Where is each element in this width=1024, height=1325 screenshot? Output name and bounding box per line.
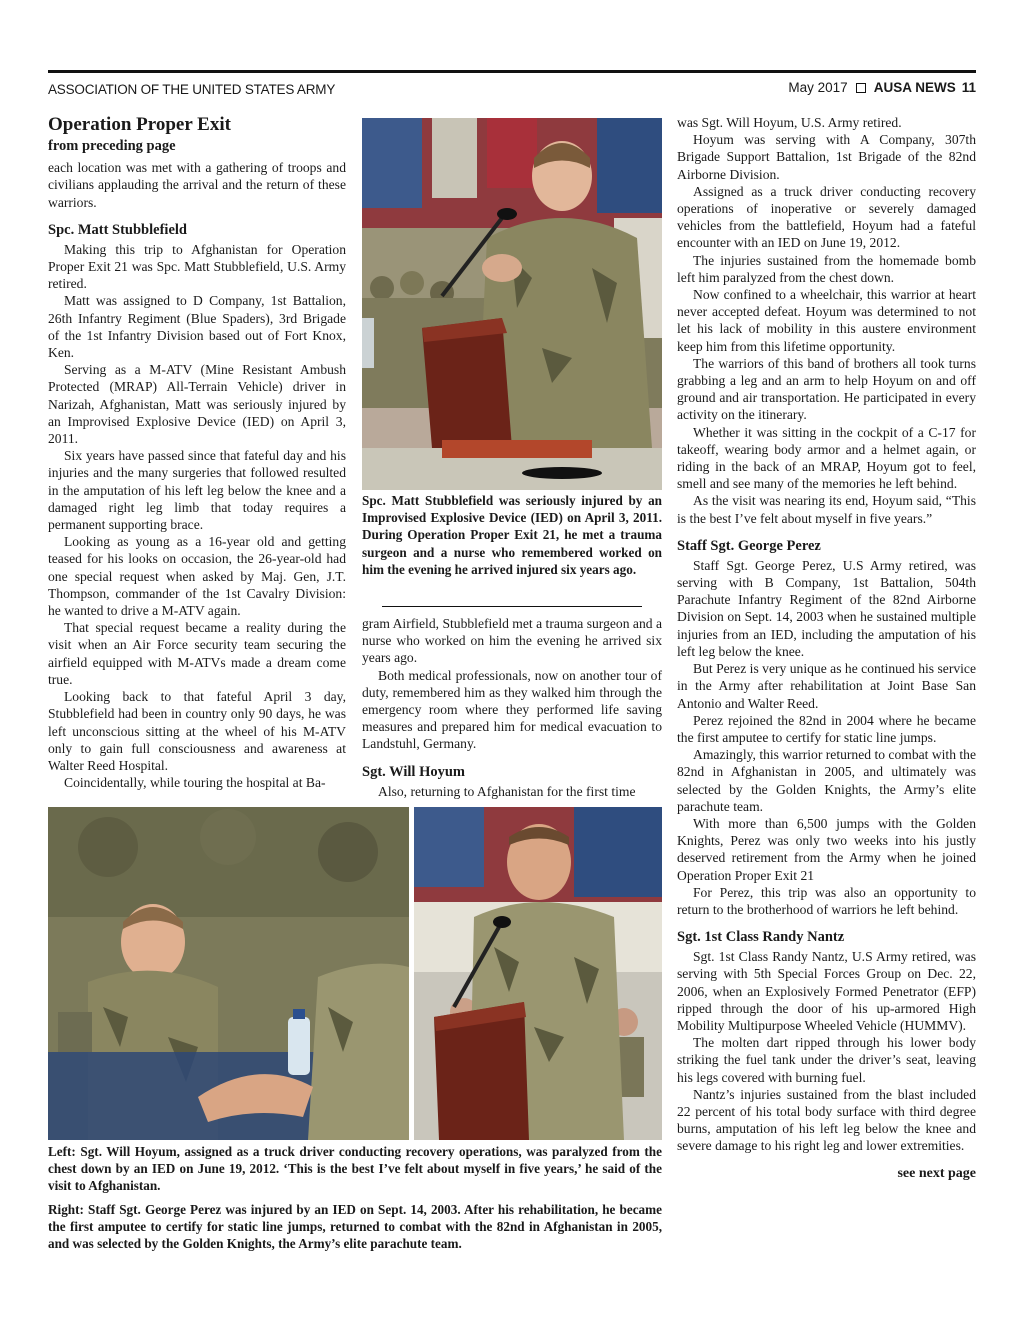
caption-stubblefield: Spc. Matt Stubblefield was seriously injured by an Improvised Explosive Device (IED) on April 3, 2011. During Operation Proper Exit 21, he met a trauma surgeon and a nurse who remembered worked on him the evening he arrived injured six years ago. xyxy=(362,493,662,577)
paragraph: Perez rejoined the 82nd in 2004 where he became the first amputee to certify for static line jumps. xyxy=(677,712,976,745)
paragraph: Nantz’s injuries sustained from the blast included 22 percent of his total body surface with third degree burns, amputation of his left leg below the knee and severe damage to his right leg and lower extremities. xyxy=(677,1086,976,1154)
paragraph: Matt was assigned to D Company, 1st Battalion, 26th Infantry Regiment (Blue Spaders), 3rd Brigade of the 1st Infantry Division based out of Fort Knox, Ken. xyxy=(48,293,346,361)
section-heading-hoyum: Sgt. Will Hoyum xyxy=(362,763,466,780)
paragraph: Amazingly, this warrior returned to combat with the 82nd in Afghanistan in 2005, and ultimately was selected by the Golden Knights, the Army’s elite parachute team. xyxy=(677,747,976,814)
paragraph: The molten dart ripped through his lower body striking the fuel tank under the driver’s seat, leaving his legs covered with burning fuel. xyxy=(677,1035,976,1085)
section-heading-nantz: Sgt. 1st Class Randy Nantz xyxy=(677,929,845,946)
paragraph: Now confined to a wheelchair, this warrior at heart never accepted defeat. Hoyum was determined to not let his lack of mobility in this austere environment keep him from this lifetime opportunity. xyxy=(677,287,976,354)
paragraph: Staff Sgt. George Perez, U.S Army retired, was serving with B Company, 1st Battalion, 504th Parachute Infantry Regiment of the 82nd Airborne Division on Sept. 14, 2003 when he sustained multiple injuries from an IED, including the amputation of his left leg below the knee. xyxy=(677,557,976,659)
article-intro: each location was met with a gathering of troops and civilians applauding the arrival and the return of these warriors. xyxy=(48,160,346,210)
paragraph: With more than 6,500 jumps with the Golden Knights, Perez was only two weeks into his justly deserved retirement from the Army when he joined Operation Proper Exit 21 xyxy=(677,815,976,883)
caption-bottom-left: Left: Sgt. Will Hoyum, assigned as a truck driver conducting recovery operations, was paralyzed from the chest down by an IED on June 19, 2012. ‘This is the best I’ve felt about myself in five years,’ he said of the visit to Afghanistan. xyxy=(48,1144,662,1194)
paragraph: gram Airfield, Stubblefield met a trauma surgeon and a nurse who worked on him the evening he arrived six years ago. xyxy=(362,616,662,666)
photo-perez-speaking xyxy=(414,807,662,1140)
see-next-page: see next page xyxy=(897,1165,976,1181)
paragraph: Looking as young as a 16-year old and getting teased for his looks on occasion, the 26-year-old had one special request when asked by Maj. Gen, J.T. Thompson, commander of the 1st Cavalry Division: he wanted to drive a M-ATV again. xyxy=(48,534,346,619)
paragraph: Assigned as a truck driver conducting recovery operations of inoperative or severely damaged vehicles from the battlefield, Hoyum had a fateful encounter with an IED on June 19, 2012. xyxy=(677,183,976,251)
section-heading-perez: Staff Sgt. George Perez xyxy=(677,537,821,554)
paragraph: Both medical professionals, now on another tour of duty, remembered him as they walked him through the emergency room where they performed life saving measures and prepared him for medical evacuation to Landstuhl, Germany. xyxy=(362,667,662,752)
header-publisher: ASSOCIATION OF THE UNITED STATES ARMY xyxy=(48,82,336,97)
header-right xyxy=(788,80,976,95)
photo-stubblefield-speaking xyxy=(362,118,662,490)
caption-bottom-right: Right: Staff Sgt. George Perez was injured by an IED on Sept. 14, 2003. After his rehabilitation, he became the first amputee to certify for static line jumps, returned to combat with the 82nd in Afghanistan in 2005, and was selected by the Golden Knights, the Army’s elite parachute team. xyxy=(48,1202,662,1252)
photo-hoyum-handshake xyxy=(48,807,409,1140)
column-right xyxy=(677,114,976,1182)
paragraph: Hoyum was serving with A Company, 307th Brigade Support Battalion, 1st Brigade of the 82nd Airborne Division. xyxy=(677,132,976,182)
column-middle xyxy=(362,598,662,800)
paragraph: That special request became a reality during the visit when an Air Force security team securing the airfield equipped with M-ATVs made a dream come true. xyxy=(48,620,346,687)
paragraph: Coincidentally, while touring the hospital at Ba- xyxy=(64,775,326,791)
header-date: May 2017 xyxy=(788,80,848,95)
paragraph: was Sgt. Will Hoyum, U.S. Army retired. xyxy=(677,115,902,130)
paragraph: Looking back to that fateful April 3 day, Stubblefield had been in country only 90 days, he was left unconscious sitting at the wheel of his M-ATV only to gain full consciousness and awareness at Walter Reed Hospital. xyxy=(48,689,346,773)
photo-hoyum-graphic xyxy=(48,807,409,1140)
paragraph: For Perez, this trip was also an opportunity to return to the brotherhood of warriors he left behind. xyxy=(677,884,976,917)
section-heading-stubblefield: Spc. Matt Stubblefield xyxy=(48,221,187,238)
paragraph: But Perez is very unique as he continued his service in the Army after rehabilitation at Joint Base San Antonio and Walter Reed. xyxy=(677,661,976,711)
paragraph: Sgt. 1st Class Randy Nantz, U.S Army retired, was serving with 5th Special Forces Group on Dec. 22, 2006, when an Explosively Formed Penetrator (EFP) ripped through the door of his up-armored High Mobility Multipurpose Wheeled Vehicle (HUMMV). xyxy=(677,949,976,1033)
header-page-number: 11 xyxy=(961,80,976,95)
paragraph: Also, returning to Afghanistan for the first time xyxy=(378,783,636,799)
checkbox-bullet-icon xyxy=(856,83,866,93)
paragraph: Whether it was sitting in the cockpit of a C-17 for takeoff, wearing body armor and a helmet again, or riding in the back of an MRAP, Hoyum got to feel, smell and see many of the memories he left behind. xyxy=(677,424,976,492)
caption-divider xyxy=(382,606,642,607)
header-publication: AUSA NEWS xyxy=(873,80,956,95)
paragraph: Making this trip to Afghanistan for Operation Proper Exit 21 was Spc. Matt Stubblefield, U.S. Army retired. xyxy=(48,241,346,292)
paragraph: Six years have passed since that fateful day and his injuries and the many surgeries that followed resulted in the amputation of his left leg below the knee and a damaged right leg limb that today requires a permanent supporting brace. xyxy=(48,448,346,533)
photo-stubblefield-graphic xyxy=(362,118,662,490)
photo-perez-graphic xyxy=(414,807,662,1140)
column-left xyxy=(48,114,346,791)
header-rule xyxy=(48,70,976,73)
paragraph: Serving as a M-ATV (Mine Resistant Ambush Protected (MRAP) All-Terrain Vehicle) driver in Narizah, Afghanistan, Matt was seriously injured by an Improvised Explosive Device (IED) on April 3, 2011. xyxy=(48,362,346,447)
article-title: Operation Proper Exit xyxy=(48,114,231,135)
paragraph: The warriors of this band of brothers all took turns grabbing a leg and an arm to help Hoyum on and off ground and air transportation. He participated in every activity on the itinerary. xyxy=(677,355,976,423)
paragraph: The injuries sustained from the homemade bomb left him paralyzed from the chest down. xyxy=(677,252,976,285)
article-subtitle: from preceding page xyxy=(48,138,176,154)
paragraph: As the visit was nearing its end, Hoyum said, “This is the best I’ve felt about myself in five years.” xyxy=(677,493,976,526)
